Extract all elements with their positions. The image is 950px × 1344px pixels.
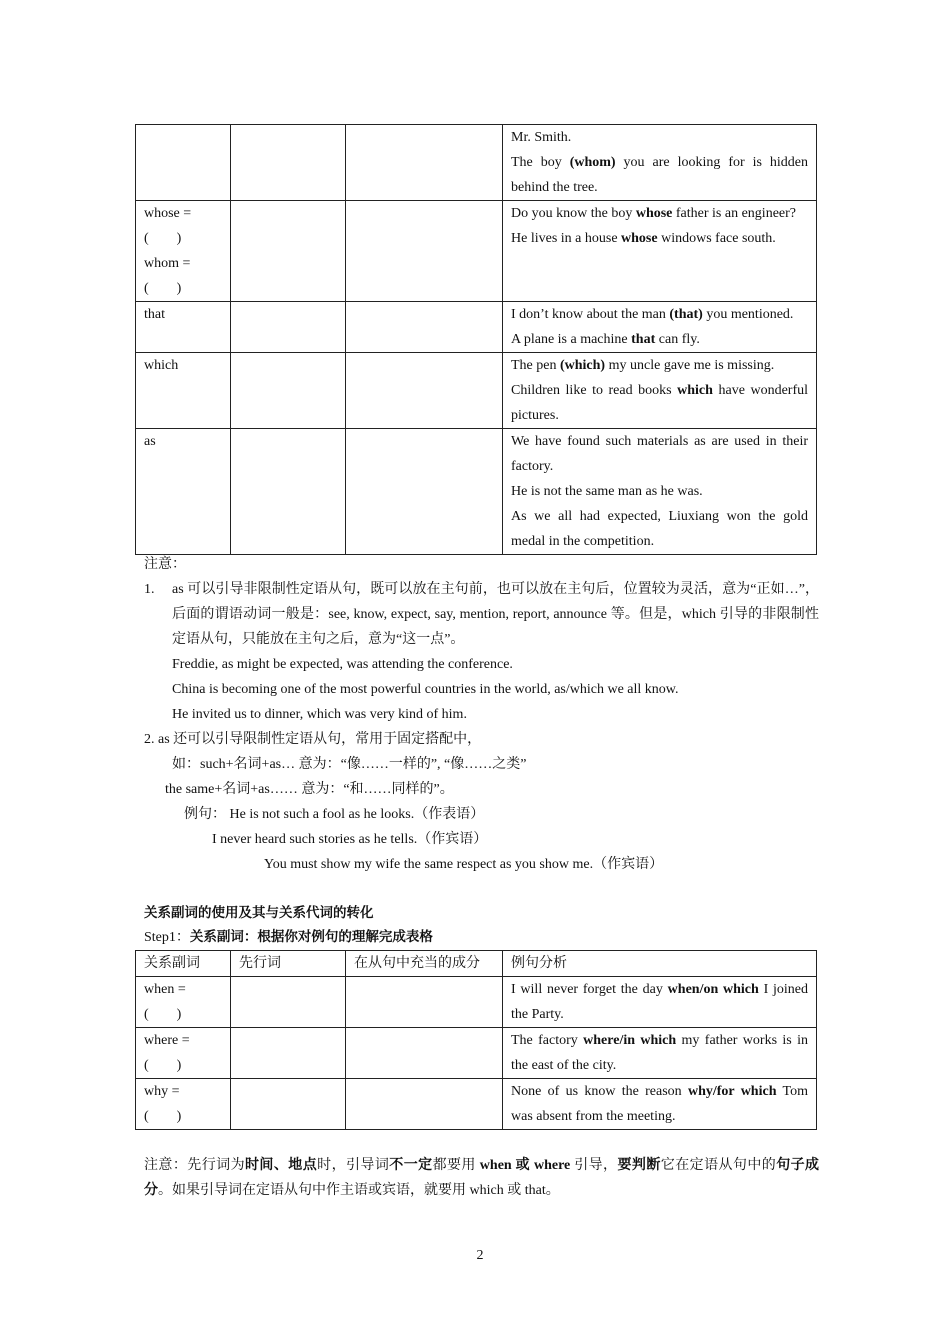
clause-role-cell[interactable] bbox=[346, 302, 503, 353]
header-antecedent: 先行词 bbox=[231, 951, 346, 977]
text-run: my uncle gave me is missing. bbox=[605, 358, 775, 373]
table-row bbox=[136, 201, 817, 302]
text-run: He lives in a house bbox=[511, 231, 622, 246]
text-run: We have found such materials as are used in their factory. bbox=[511, 434, 808, 474]
antecedent-cell[interactable] bbox=[231, 1079, 346, 1130]
relative-word-line: ( ) bbox=[144, 231, 182, 246]
header-example-analysis: 例句分析 bbox=[503, 951, 817, 977]
example-cell bbox=[503, 302, 817, 353]
antecedent-cell[interactable] bbox=[231, 125, 346, 201]
example-sentence bbox=[511, 977, 808, 1027]
note-1-example-3: He invited us to dinner, which was very kind of him. bbox=[172, 707, 467, 722]
relative-word-line: ( ) bbox=[144, 1058, 182, 1073]
section-title: 关系副词的使用及其与关系代词的转化 bbox=[144, 905, 374, 921]
bold-keyword: (which) bbox=[559, 358, 606, 373]
text-run: I don’t know about the man bbox=[511, 307, 670, 322]
note-1-example-1: Freddie, as might be expected, was attending the conference. bbox=[172, 657, 513, 672]
text-run: Children like to read books bbox=[511, 383, 678, 398]
bold-keyword: when 或 where bbox=[479, 1158, 571, 1173]
text-run: None of us know the reason bbox=[511, 1084, 688, 1099]
text-run: The boy bbox=[511, 155, 570, 170]
bold-keyword: when/on which bbox=[667, 982, 759, 997]
example-cell bbox=[503, 1028, 817, 1079]
relative-pronoun-table bbox=[135, 124, 817, 555]
note-1-number: 1. bbox=[144, 582, 155, 597]
relative-word-line: which bbox=[144, 358, 179, 373]
table-row bbox=[136, 1028, 817, 1079]
bold-keyword: that bbox=[631, 332, 656, 347]
relative-word-line: ( ) bbox=[144, 281, 182, 296]
note-1-text: as 可以引导非限制性定语从句，既可以放在主句前，也可以放在主句后，位置较为灵活，意为“正如…”，后面的谓语动词一般是：see, know, expect, say, mention, report, announce 等。但是，which 引导的非限制性定语从句，只能放在主句之后，意为“这一点”。 bbox=[172, 582, 819, 647]
relative-word-cell bbox=[136, 201, 231, 302]
text-run: 时，引导词 bbox=[317, 1158, 390, 1173]
text-run: you mentioned. bbox=[702, 307, 794, 322]
table-header-row bbox=[136, 951, 817, 977]
text-run: can fly. bbox=[655, 332, 700, 347]
bold-keyword: why/for which bbox=[687, 1084, 777, 1099]
text-run: A plane is a machine bbox=[511, 332, 632, 347]
text-run: 引导， bbox=[570, 1158, 618, 1173]
example-sentence bbox=[511, 1079, 808, 1129]
header-relative-adverb: 关系副词 bbox=[136, 951, 231, 977]
antecedent-cell[interactable] bbox=[231, 201, 346, 302]
example-sentence bbox=[511, 125, 808, 150]
text-run: He is not the same man as he was. bbox=[511, 484, 703, 499]
relative-word-line: ( ) bbox=[144, 1007, 182, 1022]
clause-role-cell[interactable] bbox=[346, 353, 503, 429]
text-run: my father works is in the east of the city. bbox=[511, 1033, 808, 1073]
antecedent-cell[interactable] bbox=[231, 977, 346, 1028]
text-run: 都要用 bbox=[432, 1158, 480, 1173]
relative-word-line: ( ) bbox=[144, 1109, 182, 1124]
bold-keyword: 时间、地点 bbox=[245, 1158, 318, 1173]
antecedent-cell[interactable] bbox=[231, 302, 346, 353]
page-number: 2 bbox=[476, 1248, 484, 1263]
text-run: Tom was absent from the meeting. bbox=[511, 1084, 808, 1124]
note-2-text: 2. as 还可以引导限制性定语从句，常用于固定搭配中， bbox=[144, 732, 482, 747]
header-clause-role: 在从句中充当的成分 bbox=[346, 951, 503, 977]
relative-word-line: whom = bbox=[144, 256, 191, 271]
relative-word-line: whose = bbox=[144, 206, 192, 221]
bold-keyword: which bbox=[677, 383, 713, 398]
example-cell bbox=[503, 1079, 817, 1130]
relative-word-cell bbox=[136, 302, 231, 353]
relative-word-cell bbox=[136, 125, 231, 201]
text-run: you are looking for is hidden behind the tree. bbox=[511, 155, 809, 195]
relative-word-line: where = bbox=[144, 1033, 190, 1048]
text-run: As we all had expected, Liuxiang won the gold medal in the competition. bbox=[511, 509, 808, 549]
example-cell bbox=[503, 201, 817, 302]
table-row bbox=[136, 1079, 817, 1130]
text-run: I will never forget the day bbox=[511, 982, 668, 997]
example-sentence bbox=[511, 429, 808, 479]
text-run: Mr. Smith. bbox=[511, 130, 572, 145]
final-note bbox=[144, 1153, 819, 1203]
table-row bbox=[136, 302, 817, 353]
example-sentence bbox=[511, 353, 808, 378]
example-sentence bbox=[511, 1028, 808, 1078]
step-heading bbox=[144, 925, 433, 950]
text-run: 它在定语从句中的 bbox=[660, 1158, 777, 1173]
text-run: The factory bbox=[511, 1033, 584, 1048]
text-run: windows face south. bbox=[657, 231, 776, 246]
step-text: 关系副词：根据你对例句的理解完成表格 bbox=[189, 929, 433, 945]
relative-word-cell bbox=[136, 977, 231, 1028]
antecedent-cell[interactable] bbox=[231, 429, 346, 555]
relative-word-line: that bbox=[144, 307, 165, 322]
relative-word-line: as bbox=[144, 434, 156, 449]
example-sentence bbox=[511, 479, 808, 504]
text-run: 。如果引导词在定语从句中作主语或宾语，就要用 which 或 that。 bbox=[158, 1183, 560, 1198]
bold-keyword: (that) bbox=[669, 307, 703, 322]
example-sentence-1: 例句： He is not such a fool as he looks.（作表语） bbox=[184, 807, 485, 822]
example-cell bbox=[503, 353, 817, 429]
notes-label: 注意： bbox=[144, 557, 186, 572]
clause-role-cell[interactable] bbox=[346, 125, 503, 201]
text-run: I joined the Party. bbox=[511, 982, 809, 1022]
note-1-example-2: China is becoming one of the most powerful countries in the world, as/which we all know. bbox=[172, 682, 679, 697]
relative-adverb-table bbox=[135, 950, 817, 1130]
clause-role-cell[interactable] bbox=[346, 201, 503, 302]
example-sentence bbox=[511, 327, 808, 352]
bold-keyword: whose bbox=[621, 231, 658, 246]
table-row bbox=[136, 429, 817, 555]
relative-word-cell bbox=[136, 353, 231, 429]
example-sentence bbox=[511, 150, 808, 200]
pattern-the-same-as: the same+名词+as…… 意为：“和……同样的”。 bbox=[165, 782, 454, 797]
pattern-such-as: 如：such+名词+as… 意为：“像……一样的”, “像……之类” bbox=[172, 757, 527, 772]
table-row bbox=[136, 125, 817, 201]
text-run: Do you know the boy bbox=[511, 206, 636, 221]
relative-word-line: why = bbox=[144, 1084, 180, 1099]
example-sentence-2: I never heard such stories as he tells.（作宾语） bbox=[212, 832, 488, 847]
relative-word-line: when = bbox=[144, 982, 186, 997]
bold-keyword: 要判断 bbox=[617, 1158, 661, 1173]
antecedent-cell[interactable] bbox=[231, 353, 346, 429]
example-sentence bbox=[511, 378, 808, 428]
bold-keyword: 句子成分 bbox=[144, 1158, 820, 1198]
clause-role-cell[interactable] bbox=[346, 1079, 503, 1130]
example-sentence bbox=[511, 201, 808, 226]
bold-keyword: whose bbox=[635, 206, 673, 221]
example-cell bbox=[503, 125, 817, 201]
example-sentence bbox=[511, 226, 808, 251]
example-sentence-3: You must show my wife the same respect as you show me.（作宾语） bbox=[264, 857, 664, 872]
antecedent-cell[interactable] bbox=[231, 1028, 346, 1079]
example-cell bbox=[503, 977, 817, 1028]
clause-role-cell[interactable] bbox=[346, 429, 503, 555]
bold-keyword: (whom) bbox=[569, 155, 616, 170]
clause-role-cell[interactable] bbox=[346, 977, 503, 1028]
example-sentence bbox=[511, 504, 808, 554]
clause-role-cell[interactable] bbox=[346, 1028, 503, 1079]
text-run: have wonderful pictures. bbox=[511, 383, 808, 423]
example-cell bbox=[503, 429, 817, 555]
relative-word-cell bbox=[136, 1079, 231, 1130]
table-row bbox=[136, 977, 817, 1028]
bold-keyword: 不一定 bbox=[389, 1158, 433, 1173]
text-run: father is an engineer? bbox=[672, 206, 796, 221]
text-run: The pen bbox=[511, 358, 560, 373]
example-sentence bbox=[511, 302, 808, 327]
bold-keyword: where/in which bbox=[583, 1033, 677, 1048]
relative-word-cell bbox=[136, 429, 231, 555]
step-prefix: Step1： bbox=[144, 930, 190, 945]
table-row bbox=[136, 353, 817, 429]
relative-word-cell bbox=[136, 1028, 231, 1079]
text-run: 注意：先行词为 bbox=[144, 1158, 245, 1173]
